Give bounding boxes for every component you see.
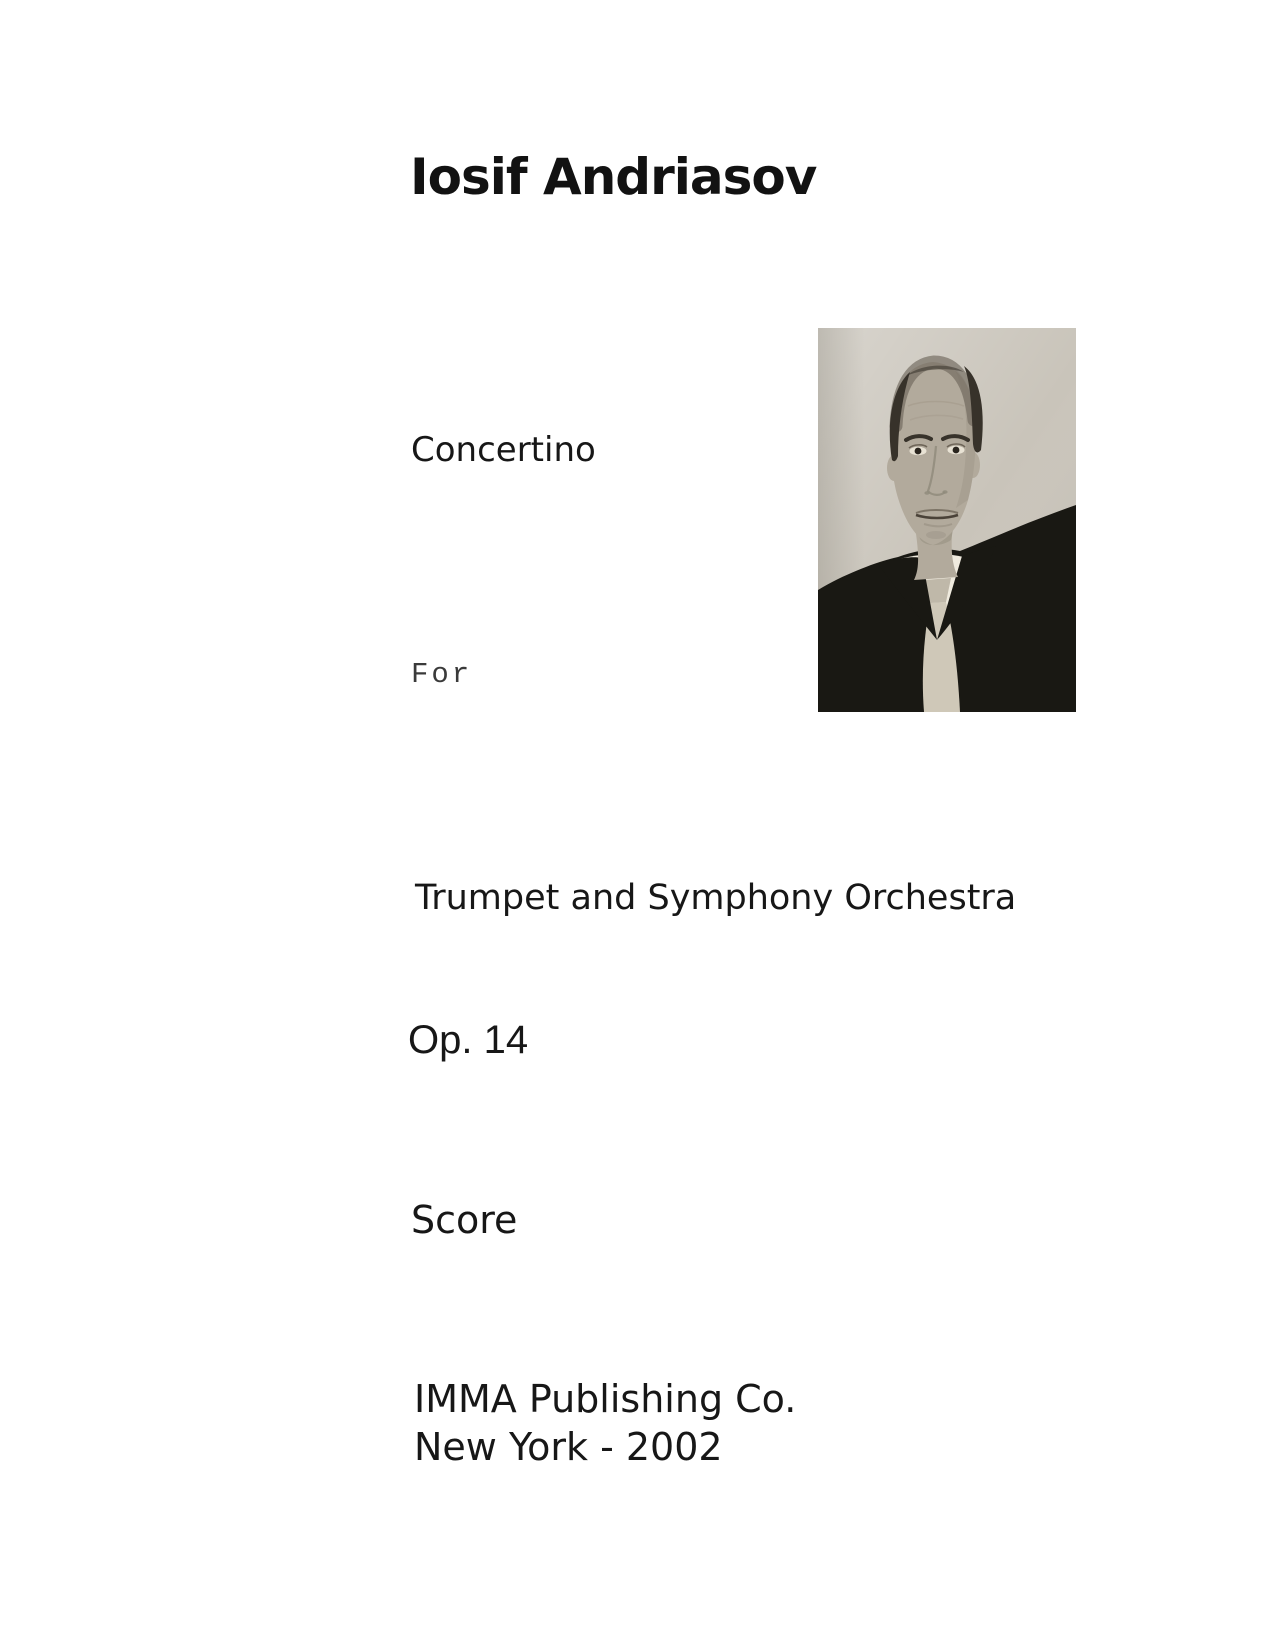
work-title: Concertino: [411, 430, 596, 470]
composer-portrait: [818, 328, 1076, 712]
publisher-name: IMMA Publishing Co.: [414, 1377, 797, 1421]
left-nostril: [924, 491, 929, 495]
composer-name: Iosif Andriasov: [410, 148, 817, 206]
opus-number: Op. 14: [408, 1018, 529, 1062]
chin-crease: [926, 531, 946, 539]
instrumentation-line: Trumpet and Symphony Orchestra: [415, 878, 1017, 918]
portrait-photo-graphic: [818, 328, 1076, 712]
publisher-place-year: New York - 2002: [414, 1424, 723, 1469]
for-label: For: [411, 658, 473, 691]
left-eye-pupil: [915, 448, 922, 455]
right-eye-pupil: [953, 447, 960, 454]
publisher-block: [414, 1376, 796, 1472]
edition-label: Score: [411, 1198, 518, 1242]
right-nostril: [942, 490, 947, 494]
